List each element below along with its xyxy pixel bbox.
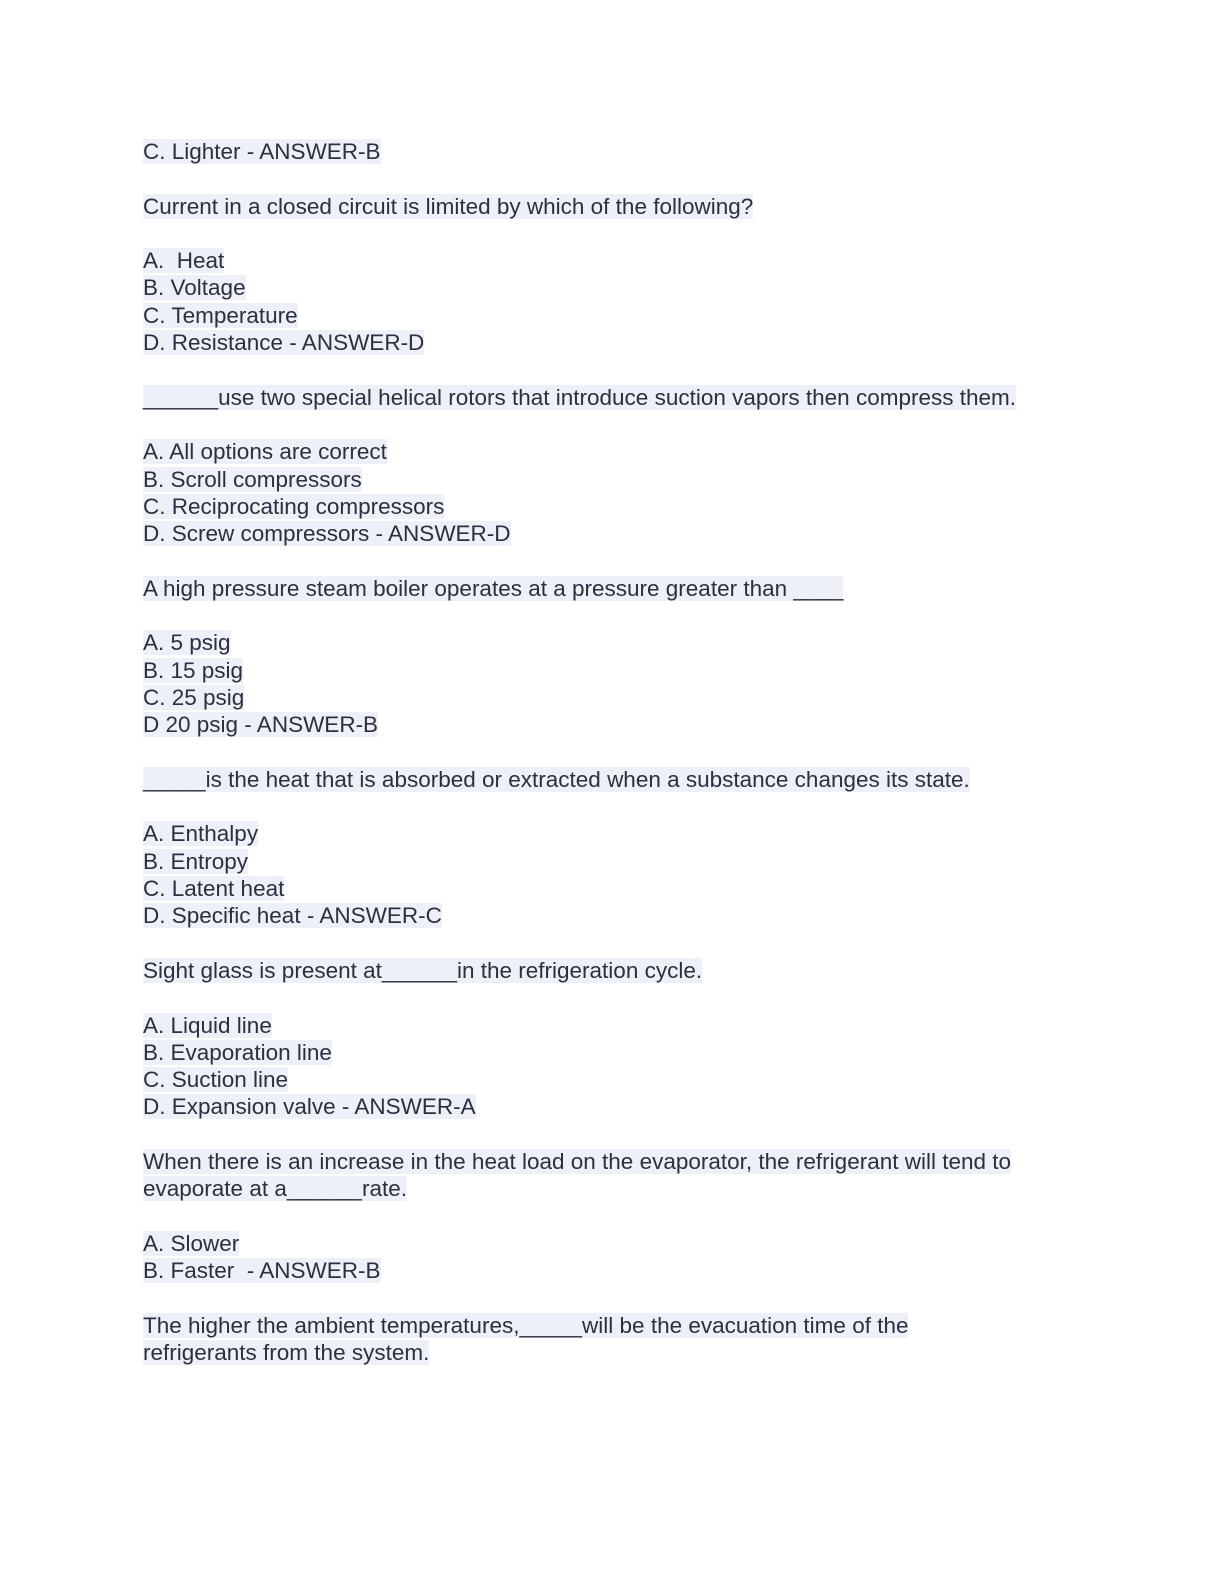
answer-option [143,1257,1083,1284]
answer-option [143,1012,1083,1039]
prompt-text-before: evaporate at a [143,1176,287,1202]
answer-option [143,875,1083,902]
question-prompt-text [143,385,1016,410]
fill-in-blank: ______ [143,384,219,410]
prompt-text-after: will be the evacuation time of the [582,1312,909,1338]
prompt-text-after: is the heat that is absorbed or extracted when a substance changes its state. [205,766,970,792]
fill-in-blank: ____ [793,575,844,601]
answer-option-text: D. Resistance - ANSWER-D [143,330,425,356]
paragraph-gap [143,984,1083,1011]
paragraph-gap [143,739,1083,766]
answer-option [143,466,1083,493]
answer-option [143,629,1083,656]
question-block [143,384,1083,548]
answer-option [143,657,1083,684]
answer-option-text: B. Scroll compressors [143,466,362,492]
answer-option-text: A. Enthalpy [143,821,259,847]
answer-option-text: D. Expansion valve - ANSWER-A [143,1094,476,1120]
answer-option [143,274,1083,301]
paragraph-gap [143,1121,1083,1148]
answer-option-text: B. Entropy [143,848,249,874]
question-prompt-line [143,193,1083,220]
question-block [143,957,1083,1121]
paragraph-gap [143,547,1083,574]
question-prompt-line [143,575,1083,602]
answer-option [143,1039,1083,1066]
question-prompt-text [143,194,753,219]
paragraph-gap [143,930,1083,957]
document-page [143,138,1083,1366]
answer-option-text: D. Screw compressors - ANSWER-D [143,521,511,547]
answer-option-text: A. 5 psig [143,630,231,656]
prompt-text-after: rate. [361,1176,407,1202]
paragraph-gap [143,1284,1083,1311]
answer-text: C. Lighter - ANSWER-B [143,139,381,164]
fill-in-blank: _____ [143,766,206,792]
answer-option-text: A. Liquid line [143,1012,272,1038]
question-prompt-line [143,1339,1083,1366]
answer-option-text: C. 25 psig [143,684,245,710]
fill-in-blank: ______ [381,957,457,983]
answer-option-text: A. Slower [143,1230,240,1256]
paragraph-gap [143,411,1083,438]
answer-option-text: C. Temperature [143,302,298,328]
paragraph-gap [143,1203,1083,1230]
prompt-text-before: The higher the ambient temperatures, [143,1312,520,1338]
prompt-text-after: in the refrigeration cycle. [456,957,703,983]
question-block [143,1312,1083,1367]
prompt-text-before: refrigerants from the system. [143,1340,430,1366]
answer-option [143,684,1083,711]
question-prompt-text [143,1340,429,1365]
answer-option [143,711,1083,738]
paragraph-gap [143,220,1083,247]
answer-option-text: B. Faster - ANSWER-B [143,1258,381,1284]
question-prompt-text [143,1176,407,1201]
answer-option [143,1066,1083,1093]
question-block [143,575,1083,739]
answer-option [143,902,1083,929]
answer-option [143,329,1083,356]
answer-option-text: A. Heat [143,248,225,274]
question-prompt-text [143,958,702,983]
paragraph-gap [143,356,1083,383]
question-block [143,1148,1083,1284]
question-prompt-text [143,576,843,601]
answer-option [143,438,1083,465]
question-prompt-line [143,1148,1083,1175]
fill-in-blank: _____ [519,1312,583,1338]
answer-option-text: A. All options are correct [143,439,387,465]
answer-option [143,520,1083,547]
answer-option-text: D 20 psig - ANSWER-B [143,712,379,738]
answer-option-text: B. 15 psig [143,657,244,683]
answer-option-text: B. Evaporation line [143,1039,332,1065]
question-block [143,766,1083,930]
prompt-text-before: When there is an increase in the heat load on the evaporator, the refrigerant will tend to [143,1148,1012,1174]
prompt-text-before: A high pressure steam boiler operates at a pressure greater than [143,575,794,601]
question-prompt-text [143,1149,1011,1174]
answer-option-text: D. Specific heat - ANSWER-C [143,903,442,929]
answer-option [143,848,1083,875]
question-prompt-line [143,384,1083,411]
paragraph-gap [143,793,1083,820]
answer-option-text: C. Reciprocating compressors [143,493,445,519]
answer-line [143,138,1083,165]
prompt-text-after: use two special helical rotors that introduce suction vapors then compress them. [218,384,1016,410]
prompt-text-before: Sight glass is present at [143,957,382,983]
question-prompt-text [143,1313,908,1338]
question-prompt-line [143,1312,1083,1339]
question-block [143,193,1083,357]
question-list [143,165,1083,1366]
answer-option [143,247,1083,274]
paragraph-gap [143,602,1083,629]
answer-option [143,1230,1083,1257]
question-prompt-text [143,767,970,792]
question-prompt-line [143,957,1083,984]
question-prompt-line [143,766,1083,793]
answer-option-text: C. Latent heat [143,876,285,902]
answer-option [143,302,1083,329]
answer-option [143,493,1083,520]
answer-option [143,820,1083,847]
answer-option-text: B. Voltage [143,275,246,301]
question-prompt-line [143,1175,1083,1202]
answer-option-text: C. Suction line [143,1067,289,1093]
paragraph-gap [143,165,1083,192]
prompt-text-before: Current in a closed circuit is limited by which of the following? [143,193,754,219]
fill-in-blank: ______ [286,1176,362,1202]
answer-option [143,1093,1083,1120]
